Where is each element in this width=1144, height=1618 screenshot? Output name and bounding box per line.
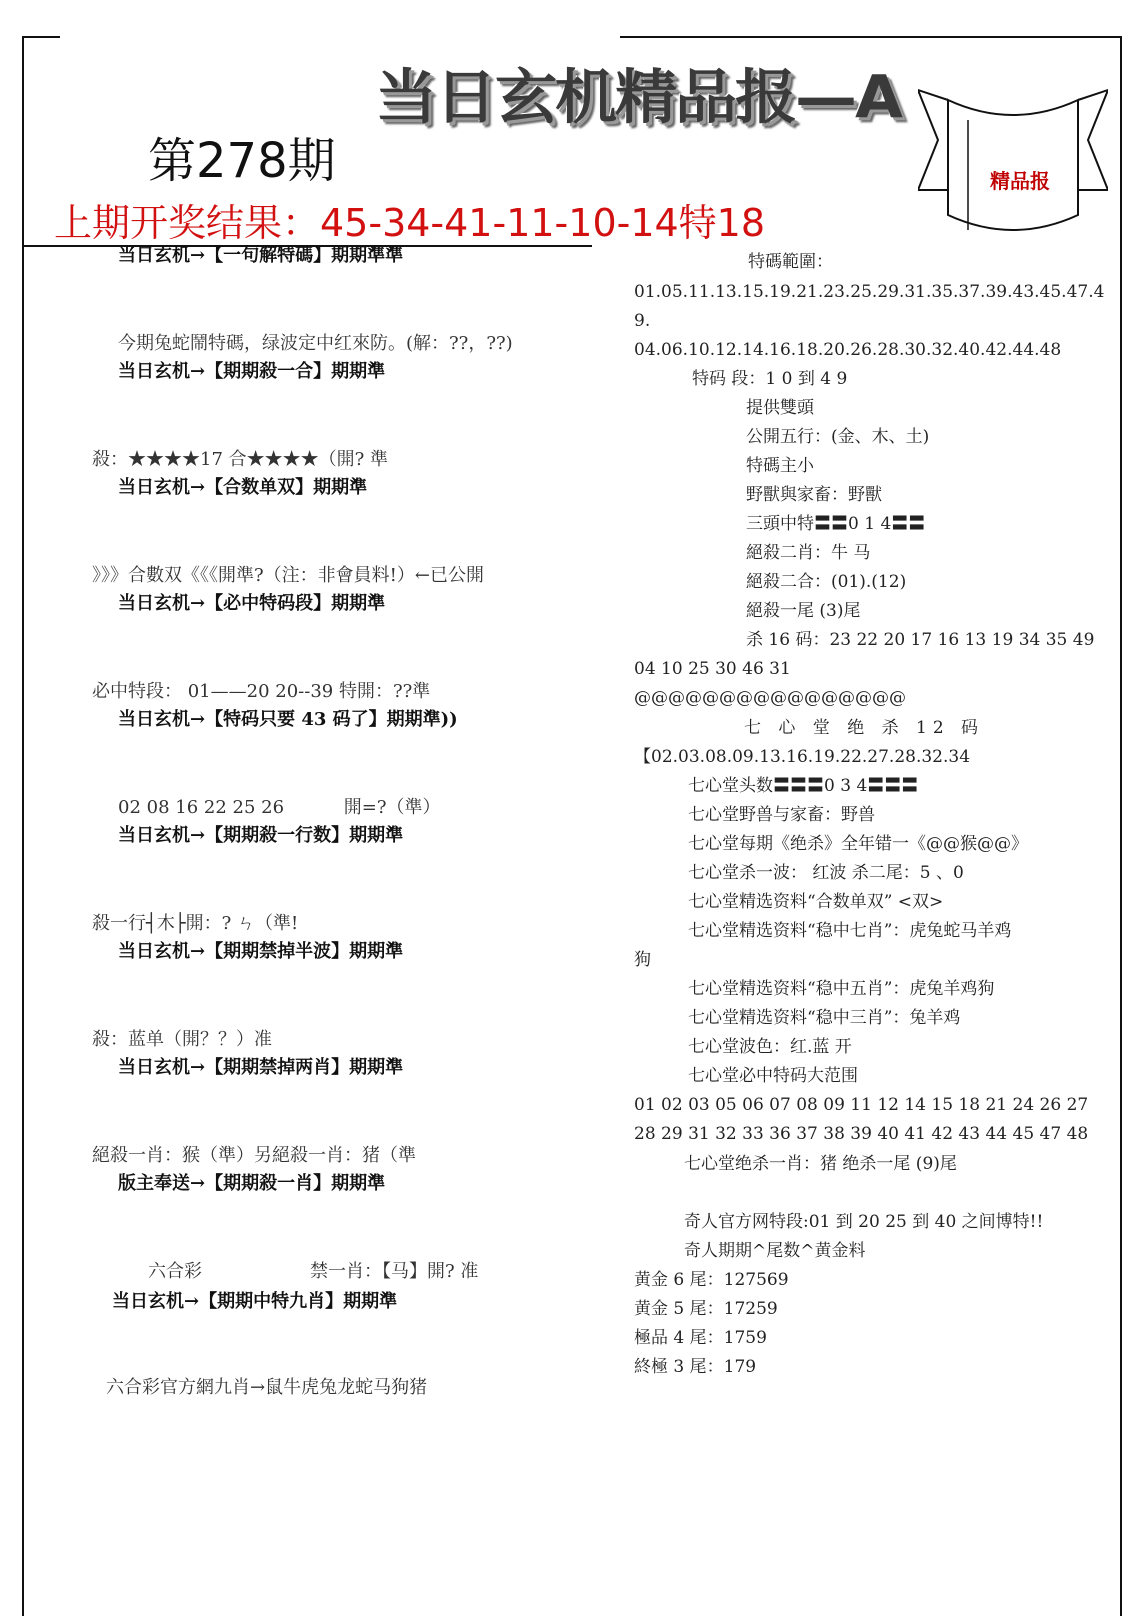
right-line: 絕殺二肖：牛 马	[746, 543, 871, 563]
left-line-body: 絕殺一肖：猴（準）另絕殺一肖：猪（準	[92, 1145, 416, 1166]
right-line: 三頭中特〓〓0 1 4〓〓	[746, 514, 926, 534]
right-line: 極品 4 尾：1759	[634, 1328, 767, 1348]
left-line-header: 当日玄机→【期期殺一行数】期期準	[118, 825, 404, 846]
right-line: 04 10 25 30 46 31	[634, 659, 791, 679]
right-line: 奇人期期^尾数^黄金料	[684, 1241, 866, 1261]
right-line: 絕殺一尾 (3)尾	[746, 601, 861, 621]
right-line: 特碼主小	[746, 456, 814, 476]
right-line: 奇人官方网特段:01 到 20 25 到 40 之间博特!!	[684, 1212, 1044, 1232]
right-line: 黄金 6 尾：127569	[634, 1270, 789, 1290]
right-line: 特碼範圍：	[748, 252, 833, 272]
right-line: 狗	[634, 950, 651, 970]
left-line-body: 六合彩 禁一肖：【马】開? 准	[148, 1261, 479, 1282]
right-line: 公開五行：(金、木、土)	[746, 427, 930, 447]
right-line: 七心堂精选资料“稳中七肖”：虎兔蛇马羊鸡	[688, 921, 1012, 941]
right-line: 特码 段：1 0 到 4 9	[692, 369, 848, 389]
right-line: @@@@@@@@@@@@@@@@	[634, 688, 906, 708]
right-line: 提供雙頭	[746, 398, 814, 418]
left-line-header: 当日玄机→【合数单双】期期準	[118, 477, 368, 498]
left-line-body: 殺：★★★★17 合★★★★（開? 準	[92, 449, 388, 470]
right-line: 野獸與家畜：野獸	[746, 485, 882, 505]
right-line: 01 02 03 05 06 07 08 09 11 12 14 15 18 21 24 26 27	[634, 1095, 1089, 1115]
right-line: 七心堂必中特码大范围	[688, 1066, 858, 1086]
left-line-header: 当日玄机→【期期中特九肖】期期準	[112, 1291, 398, 1312]
right-line: 七心堂波色：红.蓝 开	[688, 1037, 852, 1057]
left-line-header: 当日玄机→【一句解特碼】期期準準	[118, 245, 404, 266]
right-line: 絕殺二合：(01).(12)	[746, 572, 907, 592]
right-line: 七 心 堂 绝 杀 12 码	[744, 718, 985, 738]
left-line-header: 当日玄机→【期期禁掉半波】期期準	[118, 941, 404, 962]
badge-label: 精品报	[990, 169, 1050, 193]
right-line: 杀 16 码：23 22 20 17 16 13 19 34 35 49	[746, 630, 1095, 650]
left-line-header: 当日玄机→【期期殺一合】期期準	[118, 361, 386, 382]
right-line: 黄金 5 尾：17259	[634, 1299, 778, 1319]
right-line: 終極 3 尾：179	[634, 1357, 757, 1377]
right-line: 9.	[634, 311, 651, 331]
left-line-header: 当日玄机→【特码只要 43 码了】期期準))	[118, 709, 458, 730]
left-line-body: 殺一行┤木├開：? ㄣ（準!	[92, 913, 299, 934]
frame-right-border	[1120, 36, 1122, 1616]
right-line: 七心堂野兽与家畜：野兽	[688, 805, 875, 825]
issue-number: 第278期	[148, 133, 336, 189]
left-line-body: 今期兔蛇鬧特碼，绿波定中红來防。(解：??，??)	[118, 333, 513, 354]
right-line: 七心堂杀一波： 红波 杀二尾：5 、0	[688, 863, 964, 883]
last-result: 上期开奖结果：45-34-41-11-10-14特18	[54, 201, 766, 245]
banner-title: 当日玄机精品报—A	[375, 62, 901, 132]
right-line: 七心堂绝杀一肖：猪 绝杀一尾 (9)尾	[684, 1154, 957, 1174]
right-line: 28 29 31 32 33 36 37 38 39 40 41 42 43 44 45 47 48	[634, 1124, 1089, 1144]
right-line: 04.06.10.12.14.16.18.20.26.28.30.32.40.42.44.48	[634, 340, 1062, 360]
right-line: 七心堂精选资料“合数单双” <双>	[688, 892, 944, 912]
left-line-header: 当日玄机→【必中特码段】期期準	[118, 593, 386, 614]
left-line-header: 版主奉送→【期期殺一肖】期期準	[118, 1173, 386, 1194]
left-line-body: 》》》合數双《《《開準?（注：非會員料!）←已公開	[92, 565, 484, 586]
left-line-body: 必中特段： 01——20 20--39 特開：??準	[92, 681, 431, 702]
ribbon-badge-icon	[918, 80, 1108, 240]
left-line-body: 02 08 16 22 25 26 開=?（準）	[118, 797, 441, 818]
right-line: 七心堂精选资料“稳中三肖”：兔羊鸡	[688, 1008, 961, 1028]
right-line: 七心堂精选资料“稳中五肖”：虎兔羊鸡狗	[688, 979, 995, 999]
frame-top-gap	[60, 34, 620, 40]
frame-left-border	[22, 36, 24, 1616]
right-line: 七心堂每期《绝杀》全年错一《@@猴@@》	[688, 834, 1028, 854]
left-line-body: 殺：蓝单（開？？）准	[92, 1029, 272, 1050]
right-line: 【02.03.08.09.13.16.19.22.27.28.32.34	[634, 747, 971, 767]
left-line-header: 当日玄机→【期期禁掉两肖】期期準	[118, 1057, 404, 1078]
left-line-body: 六合彩官方網九肖→鼠牛虎兔龙蛇马狗猪	[106, 1377, 428, 1398]
right-line: 七心堂头数〓〓〓0 3 4〓〓〓	[688, 776, 919, 796]
right-line: 01.05.11.13.15.19.21.23.25.29.31.35.37.39.43.45.47.4	[634, 282, 1105, 302]
